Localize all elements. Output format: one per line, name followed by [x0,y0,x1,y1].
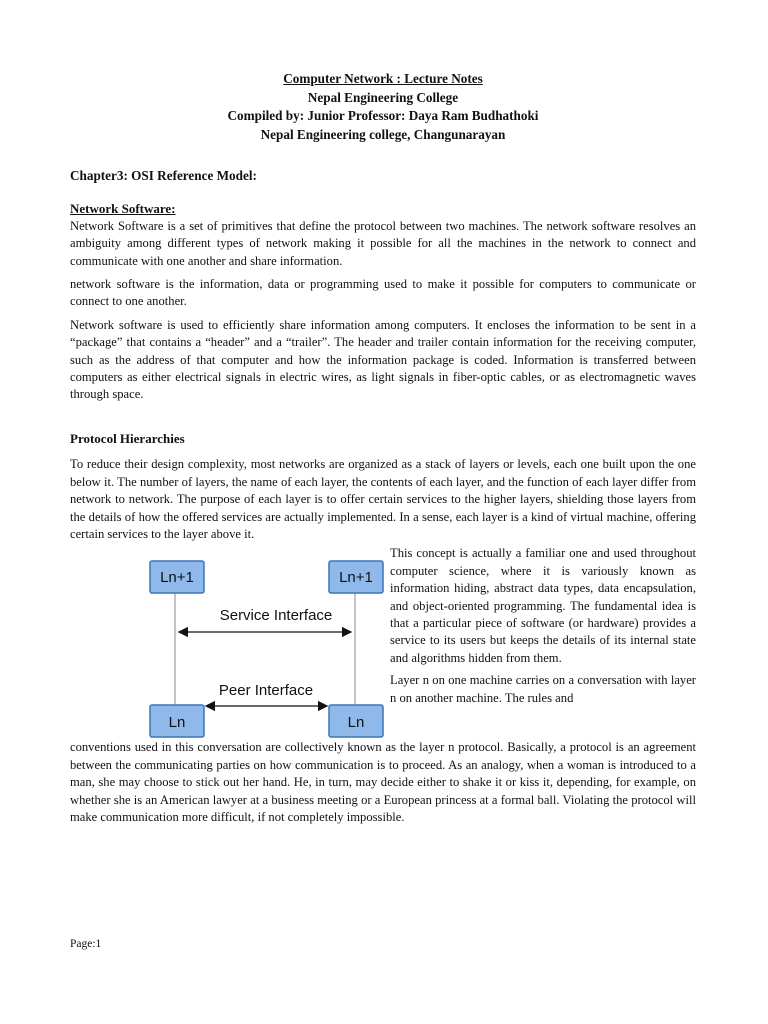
college-location: Nepal Engineering college, Changunarayan [260,126,506,142]
protocol-paragraph-3: conventions used in this conversation are collectively known as the layer n protocol. Basically, a protocol is an agreement between the communicating parties on how communication is to proceed. As an analogy, when a woman is introduced to a man, she may choose to stick out her hand. He, in turn, may decide either to shake it or kiss it, depending, for example, on whether she is an American lawyer at a business meeting or a European princess at a formal ball. Violating the protocol will make communication more difficult, if not completely impossible. [70,740,696,824]
figure-side-text [390,545,696,707]
layer-interface-diagram [148,559,388,739]
box-bottom-left-label: Ln [168,714,186,732]
network-software-heading: Network Software: [70,201,176,217]
service-interface-label: Service Interface [219,607,333,625]
peer-interface-label: Peer Interface [218,682,314,700]
college-name: Nepal Engineering College [307,89,459,105]
protocol-paragraph-1: To reduce their design complexity, most networks are organized as a stack of layers or levels, each one built upon the one below it. The number of layers, the name of each layer, the contents of each layer, and the function of each layer differ from network to network. The purpose of each layer is to offer certain services to the higher layers, shielding those layers from the details of how the offered services are actually implemented. In a sense, each layer is a kind of virtual machine, offering certain services to the layer above it. [70,457,696,541]
network-software-paragraph-3: Network software is used to efficiently share information among computers. It encloses the information to be sent in a “package” that contains a “header” and a “trailer”. The header and trailer contain information for the receiving computer, such as the address of that computer and how the information package is coded. Information is transferred between computers as either electrical signals in electric wires, as light signals in fiber-optic cables, or as electromagnetic waves through space. [70,317,696,402]
protocol-hierarchies-heading: Protocol Hierarchies [70,430,185,446]
page-number: Page:1 [70,938,102,950]
box-bottom-right-label: Ln [347,714,365,732]
network-software-paragraph-2: network software is the information, data or programming used to make it possible for computers to communicate or connect to one another. [70,277,696,309]
box-top-left-label: Ln+1 [160,569,194,587]
document-page [70,70,696,826]
side-paragraph-2: Layer n on one machine carries on a conversation with layer n on another machine. The rules and [390,673,696,705]
figure-row [70,545,696,739]
box-top-right-label: Ln+1 [339,569,373,587]
network-software-paragraph-1: Network Software is a set of primitives that define the protocol between two machines. The network software resolves an ambiguity among different types of network making it possible for all the machines in the network to connect and communicate with one another and share information. [70,218,696,268]
course-title: Computer Network : Lecture Notes [283,71,483,86]
chapter-title: Chapter3: OSI Reference Model: [70,168,257,183]
side-paragraph-1: This concept is actually a familiar one and used throughout computer science, where it is variously known as information hiding, abstract data types, data encapsulation, and object-oriented programming. The fundamental idea is that a particular piece of software (or hardware) provides a service to its users but keeps the details of its internal state and algorithms hidden from them. [390,546,696,665]
document-header [70,70,696,144]
compiler-line: Compiled by: Junior Professor: Daya Ram Budhathoki [227,108,539,123]
